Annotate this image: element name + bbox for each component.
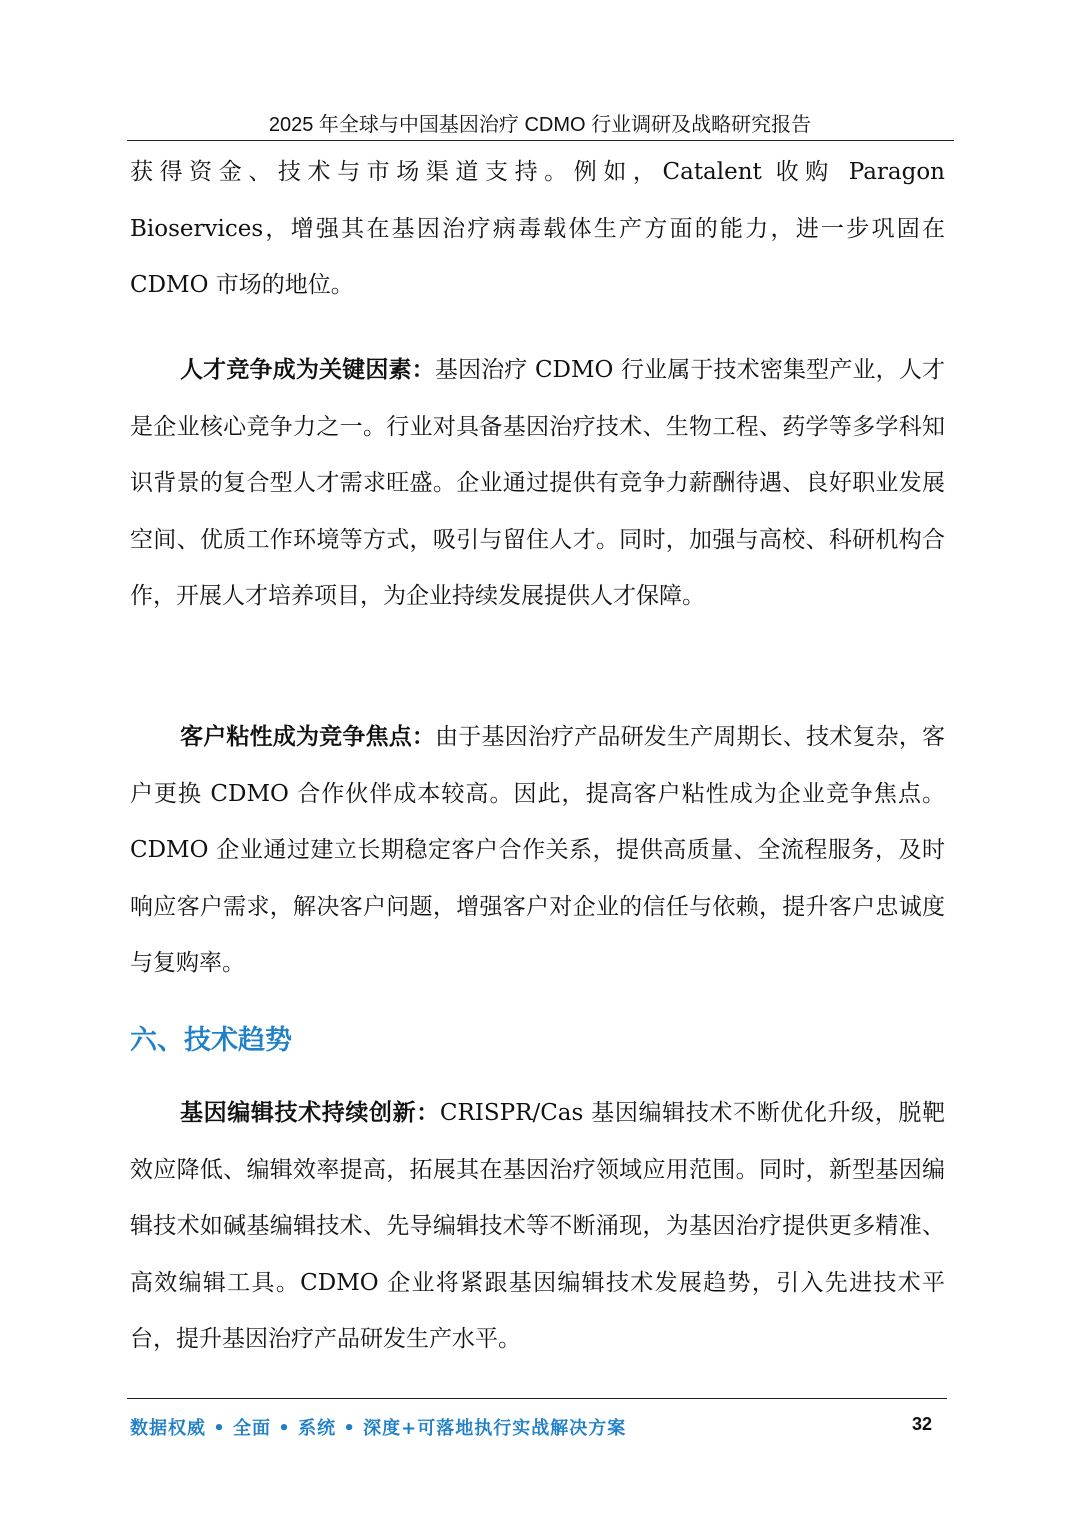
section-title: 六、技术趋势: [130, 1025, 292, 1056]
header-title: 2025 年全球与中国基因治疗 CDMO 行业调研及战略研究报告: [268, 114, 812, 136]
paragraph-text: 由于基因治疗产品研发生产周期长、技术复杂，客户更换 CDMO 合作伙伴成本较高。因此，提高客户粘性成为企业竞争焦点。CDMO 企业通过建立长期稳定客户合作关系，提供高质量、全流程服务，及时响应客户需求，解决客户问题，增强客户对企业的信任与依赖，提升客户忠诚度与复购率。: [130, 724, 945, 976]
footer-divider: [127, 1398, 947, 1399]
paragraph-gene-editing: [130, 1085, 945, 1368]
paragraph-lead: 客户粘性成为竞争焦点：: [180, 724, 436, 750]
paragraph-customer-stickiness: [130, 709, 945, 992]
page-number: 32: [911, 1414, 932, 1434]
header-divider: [127, 140, 954, 141]
footer-slogan: 数据权威 • 全面 • 系统 • 深度+可落地执行实战解决方案: [130, 1418, 627, 1439]
paragraph-text: CRISPR/Cas 基因编辑技术不断优化升级，脱靶效应降低、编辑效率提高，拓展其在基因治疗领域应用范围。同时，新型基因编辑技术如碱基编辑技术、先导编辑技术等不断涌现，为基因治疗提供更多精准、高效编辑工具。CDMO 企业将紧跟基因编辑技术发展趋势，引入先进技术平台，提升基因治疗产品研发生产水平。: [130, 1100, 945, 1352]
paragraph-text: 获得资金、技术与市场渠道支持。例如，Catalent 收购 Paragon Bioservices，增强其在基因治疗病毒载体生产方面的能力，进一步巩固在 CDMO 市场的地位。: [130, 159, 945, 298]
paragraph-continuation: [130, 144, 945, 314]
paragraph-lead: 人才竞争成为关键因素：: [180, 357, 435, 383]
paragraph-text: 基因治疗 CDMO 行业属于技术密集型产业，人才是企业核心竞争力之一。行业对具备基因治疗技术、生物工程、药学等多学科知识背景的复合型人才需求旺盛。企业通过提供有竞争力薪酬待遇、良好职业发展空间、优质工作环境等方式，吸引与留住人才。同时，加强与高校、科研机构合作，开展人才培养项目，为企业持续发展提供人才保障。: [130, 357, 945, 609]
paragraph-lead: 基因编辑技术持续创新：: [180, 1100, 440, 1126]
paragraph-talent-competition: [130, 342, 945, 625]
